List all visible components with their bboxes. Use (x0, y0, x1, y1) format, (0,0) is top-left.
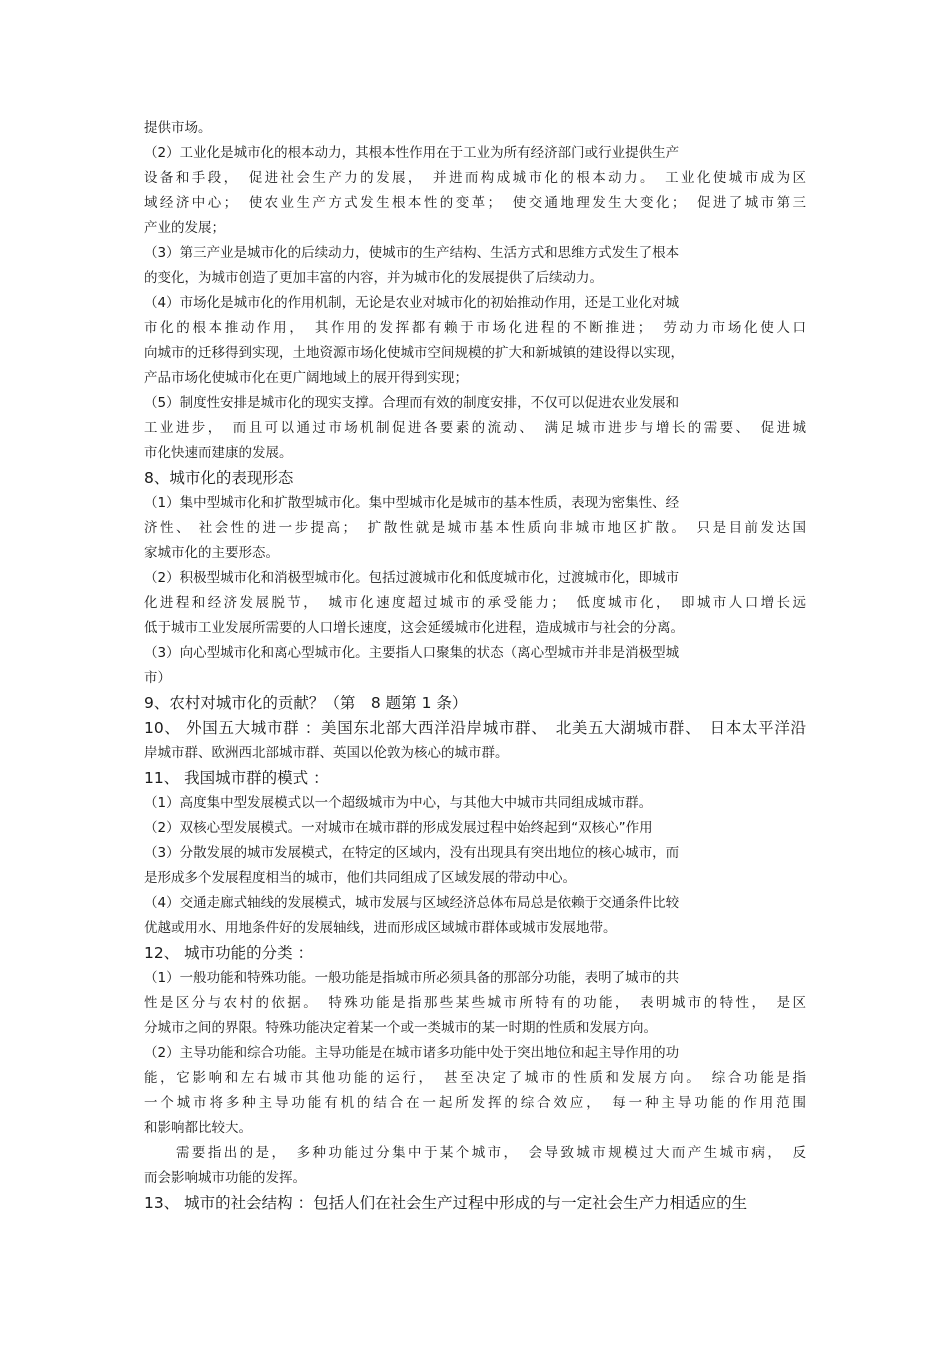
text-line: （4）市场化是城市化的作用机制，无论是农业对城市化的初始推动作用，还是工业化对城 (144, 295, 680, 311)
text-line: （3）第三产业是城市化的后续动力，使城市的生产结构、生活方式和思维方式发生了根本 (144, 245, 680, 261)
text-line: 域经济中心； 使农业生产方式发生根本性的变革； 使交通地理发生大变化； 促进了城市第三 (144, 195, 806, 211)
text-line: 优越或用水、用地条件好的发展轴线，进而形成区域城市群体或城市发展地带。 (144, 920, 617, 936)
text-line: 化进程和经济发展脱节， 城市化速度超过城市的承受能力； 低度城市化， 即城市人口增长远 (144, 595, 806, 611)
text-line: 向城市的迁移得到实现，土地资源市场化使城市空间规模的扩大和新城镇的建设得以实现， (144, 345, 684, 361)
text-line: （2）工业化是城市化的根本动力，其根本性作用在于工业为所有经济部门或行业提供生产 (144, 145, 680, 161)
text-line: 而会影响城市功能的发挥。 (144, 1170, 306, 1186)
text-line: 是形成多个发展程度相当的城市，他们共同组成了区域发展的带动中心。 (144, 870, 576, 886)
section-heading: 9、农村对城市化的贡献？（第 8 题第 1 条） (144, 694, 468, 712)
text-line: 的变化，为城市创造了更加丰富的内容，并为城市化的发展提供了后续动力。 (144, 270, 603, 286)
text-line: （2）双核心型发展模式。一对城市在城市群的形成发展过程中始终起到“双核心”作用 (144, 820, 653, 836)
text-line: 产业的发展； (144, 220, 225, 236)
text-line: （1）一般功能和特殊功能。一般功能是指城市所必须具备的那部分功能，表明了城市的共 (144, 970, 680, 986)
text-line: 提供市场。 (144, 120, 212, 136)
text-line: （4）交通走廊式轴线的发展模式，城市发展与区域经济总体布局总是依赖于交通条件比较 (144, 895, 680, 911)
text-line: 需要指出的是， 多种功能过分集中于某个城市， 会导致城市规模过大而产生城市病， 反 (176, 1145, 806, 1161)
text-line: 能，它影响和左右城市其他功能的运行， 甚至决定了城市的性质和发展方向。 综合功能是指 (144, 1070, 806, 1086)
text-line: （5）制度性安排是城市化的现实支撑。合理而有效的制度安排，不仅可以促进农业发展和 (144, 395, 680, 411)
text-line: （3）向心型城市化和离心型城市化。主要指人口聚集的状态（离心型城市并非是消极型城 (144, 645, 680, 661)
section-heading: 10、 外国五大城市群 ：美国东北部大西洋沿岸城市群、 北美五大湖城市群、 日本太平洋沿 (144, 719, 806, 737)
text-line: （2）主导功能和综合功能。主导功能是在城市诸多功能中处于突出地位和起主导作用的功 (144, 1045, 680, 1061)
section-heading: 13、 城市的社会结构 ：包括人们在社会生产过程中形成的与一定社会生产力相适应的生 (144, 1194, 748, 1212)
text-line: 工业进步， 而且可以通过市场机制促进各要素的流动、 满足城市进步与增长的需要、 促进城 (144, 420, 806, 436)
text-line: 产品市场化使城市化在更广阔地域上的展开得到实现； (144, 370, 468, 386)
text-line: （1）高度集中型发展模式以一个超级城市为中心，与其他大中城市共同组成城市群。 (144, 795, 653, 811)
text-line: （3）分散发展的城市发展模式，在特定的区域内，没有出现具有突出地位的核心城市，而 (144, 845, 680, 861)
text-line: 设备和手段， 促进社会生产力的发展， 并进而构成城市化的根本动力。 工业化使城市成为区 (144, 170, 806, 186)
text-line: 和影响都比较大。 (144, 1120, 252, 1136)
text-line: 分城市之间的界限。特殊功能决定着某一个或一类城市的某一时期的性质和发展方向。 (144, 1020, 657, 1036)
text-line: （1）集中型城市化和扩散型城市化。集中型城市化是城市的基本性质，表现为密集性、经 (144, 495, 680, 511)
text-line: 低于城市工业发展所需要的人口增长速度，这会延缓城市化进程，造成城市与社会的分离。 (144, 620, 684, 636)
section-heading: 11、 我国城市群的模式 ： (144, 769, 329, 787)
text-line: 市化快速而建康的发展。 (144, 445, 293, 461)
text-line: 济性、 社会性的进一步提高； 扩散性就是城市基本性质向非城市地区扩散。 只是目前发达国 (144, 520, 806, 536)
section-heading: 12、 城市功能的分类 ： (144, 944, 314, 962)
text-line: 一个城市将多种主导功能有机的结合在一起所发挥的综合效应， 每一种主导功能的作用范围 (144, 1095, 806, 1111)
section-heading: 8、城市化的表现形态 (144, 469, 294, 487)
text-line: 岸城市群、欧洲西北部城市群、英国以伦敦为核心的城市群。 (144, 745, 509, 761)
text-line: （2）积极型城市化和消极型城市化。包括过渡城市化和低度城市化，过渡城市化，即城市 (144, 570, 680, 586)
text-line: 家城市化的主要形态。 (144, 545, 279, 561)
text-line: 性是区分与农村的依据。 特殊功能是指那些某些城市所特有的功能， 表明城市的特性， 是区 (144, 995, 806, 1011)
text-line: 市化的根本推动作用， 其作用的发挥都有赖于市场化进程的不断推进； 劳动力市场化使人口 (144, 320, 806, 336)
text-line: 市） (144, 670, 171, 686)
